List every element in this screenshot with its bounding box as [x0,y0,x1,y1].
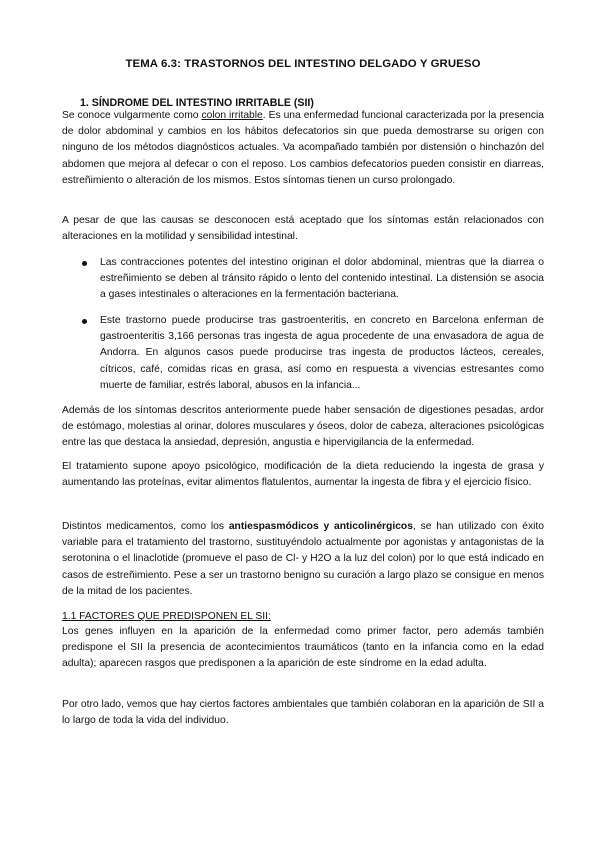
bullet-text: Este trastorno puede producirse tras gastroenteritis, en concreto en Barcelona enferman de gastroenteritis 3,166 personas tras ingesta de agua procedente de una envasadora de agua de Andorra. En algunos casos puede producirse tras ingesta de productos lácteos, cereales, cítricos, café, comidas ricas en grasa, así como en respuesta a vivencias estresantes como muerte de familiar, estrés laboral, abusos en la infancia... [100,315,544,391]
paragraph-definition-start: Se conoce vulgarmente como [62,110,202,121]
paragraph-medications-start: Distintos medicamentos, como los [62,521,229,532]
paragraph-definition [62,108,544,189]
bullet-icon [82,261,87,266]
section-heading-sii: 1. SÍNDROME DEL INTESTINO IRRITABLE (SII) [80,97,314,109]
paragraph-treatment: El tratamiento supone apoyo psicológico, modificación de la dieta reduciendo la ingesta de grasa y aumentando las proteínas, evitar alimentos flatulentos, aumentar la ingesta de fibra y el ejercicio físico. [62,461,544,489]
paragraph-medications-rest: , se han utilizado con éxito variable para el tratamiento del trastorno, sustituyéndolo actualmente por agonistas y antagonistas de la serotonina o el linaclotide (promueve el paso de Cl- y H2O a la luz del colon) por lo que está indicado en casos de estreñimiento. Pese a ser un trastorno benigno su curación a largo plazo se consigue en menos de la mitad de los pacientes. [62,521,544,597]
paragraph-genes: Los genes influyen en la aparición de la enfermedad como primer factor, pero además también predispone el SII la presencia de acontecimientos traumáticos (tanto en la infancia como en la edad adulta); aparecen rasgos que predisponen a la aparición de este síndrome en la edad adulta. [62,626,544,670]
section-heading-factores: 1.1 FACTORES QUE PREDISPONEN EL SII: [62,611,271,622]
bullet-icon [82,319,87,324]
drug-classes: antiespasmódicos y anticolinérgicos [228,521,413,532]
paragraph-causes: A pesar de que las causas se desconocen está aceptado que los síntomas están relacionados con alteraciones en la motilidad y sensibilidad intestinal. [62,215,544,243]
paragraph-definition-rest: . Es una enfermedad funcional caracterizada por la presencia de dolor abdominal y cambios en los hábitos defecatorios sin que pueda demostrarse su origen con ninguno de los métodos diagnósticos actuales. Va acompañado también por distensión o hinchazón del abdomen que mejora al defecar o con el reposo. Los cambios defecatorios pueden consistir en diarreas, estreñimiento o alteración de los mismos. Estos síntomas tienen un curso prolongado. [62,110,544,186]
colon-irritable-term: colon irritable [201,110,263,121]
paragraph-environment: Por otro lado, vemos que hay ciertos factores ambientales que también colaboran en la aparición de SII a lo largo de toda la vida del individuo. [62,699,544,727]
paragraph-other-symptoms: Además de los síntomas descritos anteriormente puede haber sensación de digestiones pesadas, ardor de estómago, molestias al orinar, dolores musculares y óseos, dolor de cabeza, alteraciones psicológicas entre las que destaca la ansiedad, depresión, angustia e hipervigilancia de la enfermedad. [62,405,544,449]
bullet-text: Las contracciones potentes del intestino originan el dolor abdominal, mientras que la diarrea o estreñimiento se deben al tránsito rápido o lento del contenido intestinal. La distensión se asocia a gases intestinales o alteraciones en la fermentación bacteriana. [100,257,544,301]
page-title: TEMA 6.3: TRASTORNOS DEL INTESTINO DELGADO Y GRUESO [125,58,481,70]
paragraph-medications [62,519,544,600]
